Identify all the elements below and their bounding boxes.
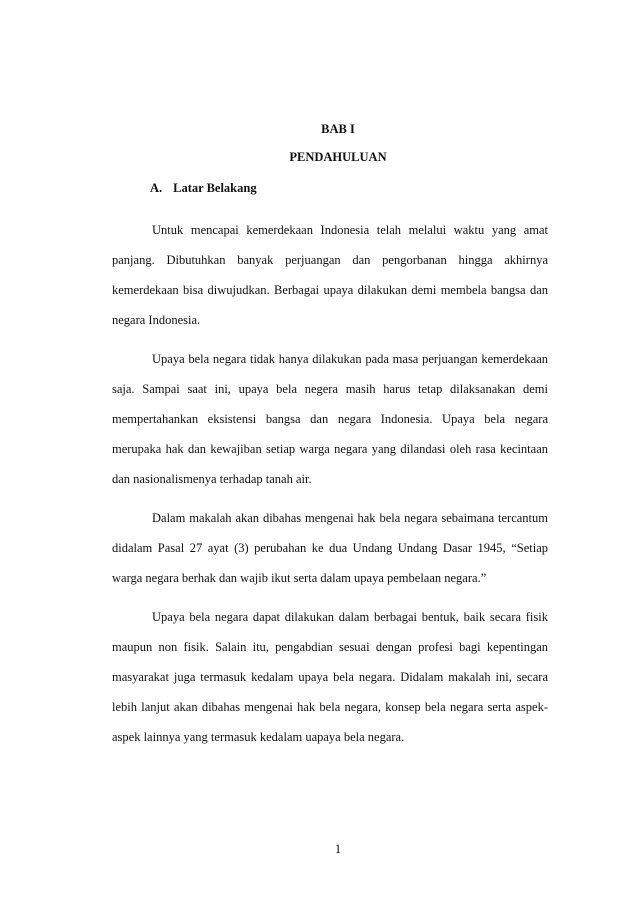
chapter-heading: BAB I	[321, 122, 355, 136]
page-number: 1	[334, 842, 342, 856]
section-heading	[150, 181, 257, 196]
paragraph-4: Upaya bela negara dapat dilakukan dalam berbagai bentuk, baik secara fisik maupun non fisik. Salain itu, pengabdian sesuai dengan profesi bagi kepentingan masyarakat juga termasuk kedalam upaya bela negara. Didalam makalah ini, secara lebih lanjut akan dibahas mengenai hak bela negara, konsep bela negara serta aspek-aspek lainnya yang termasuk kedalam uapaya bela negara.	[112, 610, 548, 744]
body-text	[112, 215, 548, 761]
section-heading-text: Latar Belakang	[173, 181, 257, 195]
page-title: PENDAHULUAN	[289, 150, 387, 164]
paragraph-3: Dalam makalah akan dibahas mengenai hak bela negara sebaimana tercantum didalam Pasal 27 ayat (3) perubahan ke dua Undang Undang Dasar 1945, “Setiap warga negara berhak dan wajib ikut serta dalam upaya pembelaan negara.”	[112, 511, 548, 585]
paragraph-2: Upaya bela negara tidak hanya dilakukan pada masa perjuangan kemerdekaan saja. Sampai saat ini, upaya bela negera masih harus tetap dilaksanakan demi mempertahankan eksistensi bangsa dan negara Indonesia. Upaya bela negara merupaka hak dan kewajiban setiap warga negara yang dilandasi oleh rasa kecintaan dan nasionalismenya terhadap tanah air.	[112, 352, 548, 486]
paragraph-1: Untuk mencapai kemerdekaan Indonesia telah melalui waktu yang amat panjang. Dibutuhkan banyak perjuangan dan pengorbanan hingga akhirnya kemerdekaan bisa diwujudkan. Berbagai upaya dilakukan demi membela bangsa dan negara Indonesia.	[112, 223, 548, 327]
section-marker: A.	[150, 181, 163, 195]
